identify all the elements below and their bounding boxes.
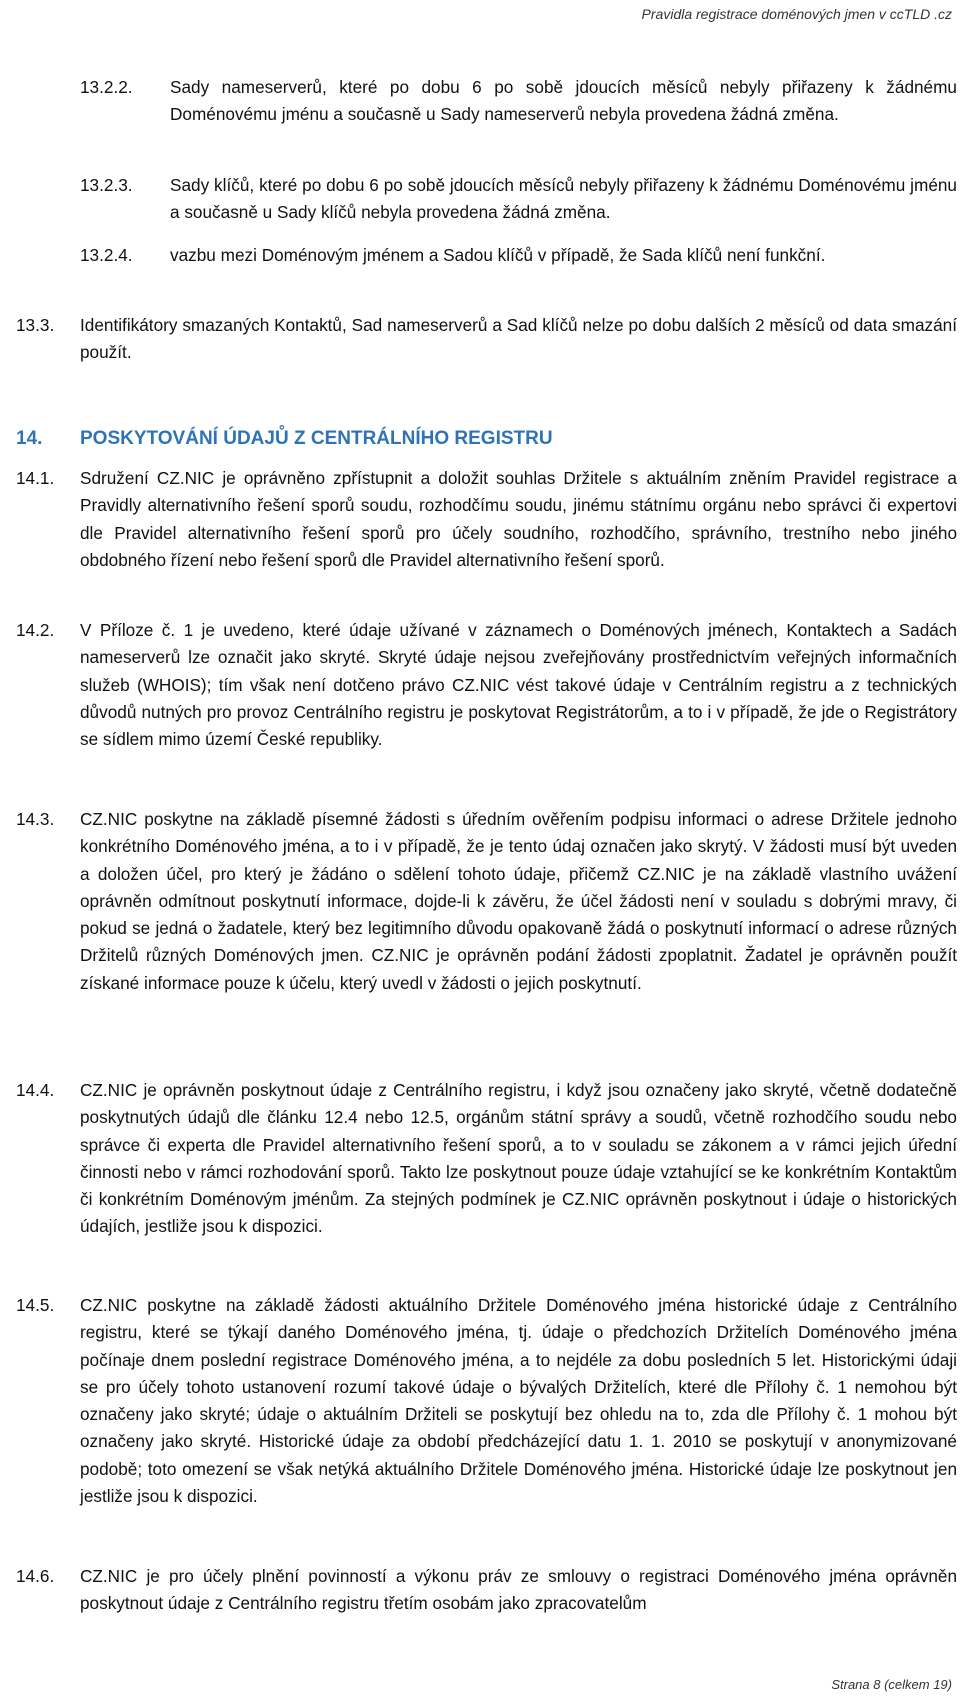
paragraph-number: 13.3.: [16, 315, 55, 335]
paragraph-text: CZ.NIC poskytne na základě písemné žádosti s úředním ověřením podpisu informaci o adrese Držitele jednoho konkrétního Doménového jména, a to i v případě, že je tento údaj označen jako skrytý. V žádosti musí být uveden a doložen účel, pro který je žádáno o sdělení tohoto údaje, přičemž CZ.NIC je na základě vlastního uvážení oprávněn odmítnout poskytnutí informace, dojde-li k závěru, že účel žádosti není v souladu s dobrými mravy, či pokud se jedná o žadatele, který bez legitimního důvodu opakovaně žádá o poskytnutí informací o adrese různých Držitelů různých Doménových jmen. CZ.NIC je oprávněn podání žádosti zpoplatnit. Žadatel je oprávněn použít získané informace pouze k účelu, který uvedl v žádosti o jejich poskytnutí.: [80, 809, 957, 993]
paragraph-number: 13.2.2.: [80, 77, 133, 97]
paragraph-number: 13.2.3.: [80, 175, 133, 195]
paragraph-number: 14.4.: [16, 1080, 55, 1100]
paragraph-number: 14.2.: [16, 620, 55, 640]
paragraph-number: 14.5.: [16, 1295, 55, 1315]
paragraph-number: 14.3.: [16, 809, 55, 829]
paragraph-text: vazbu mezi Doménovým jménem a Sadou klíčů v případě, že Sada klíčů není funkční.: [170, 245, 826, 265]
paragraph-text: CZ.NIC poskytne na základě žádosti aktuálního Držitele Doménového jména historické údaje z Centrálního registru, které se týkají daného Doménového jména, tj. údaje o předchozích Držitelích Doménového jména počínaje dnem poslední registrace Doménového jména, a to nejdéle za dobu posledních 5 let. Historickými údaji se pro účely tohoto ustanovení rozumí takové údaje o bývalých Držitelích, které dle Přílohy č. 1 nemohou být označeny jako skryté; údaje o aktuálním Držiteli se poskytují bez ohledu na to, zda dle Přílohy č. 1 mohou být označeny jako skryté. Historické údaje za období předcházející datu 1. 1. 2010 se poskytují v anonymizované podobě; toto omezení se však netýká aktuálního Držitele Doménového jména. Historické údaje lze poskytnout jen jestliže jsou k dispozici.: [80, 1295, 957, 1507]
paragraph-text: Identifikátory smazaných Kontaktů, Sad nameserverů a Sad klíčů nelze po dobu dalších 2 měsíců od data smazání použít.: [80, 315, 957, 363]
paragraph-text: CZ.NIC je oprávněn poskytnout údaje z Centrálního registru, i když jsou označeny jako skryté, včetně dodatečně poskytnutých údajů dle článku 12.4 nebo 12.5, orgánům státní správy a soudů, včetně rozhodčího soudu nebo správce či experta dle Pravidel alternativního řešení sporů, a to v souladu se zákonem a v rámci jejich úřední činnosti nebo v rámci rozhodování sporů. Takto lze poskytnout pouze údaje vztahující se ke konkrétním Kontaktům či konkrétním Doménovým jménům. Za stejných podmínek je CZ.NIC oprávněn poskytnout i údaje o historických údajích, jestliže jsou k dispozici.: [80, 1080, 957, 1237]
running-header: Pravidla registrace doménových jmen v ccTLD .cz: [641, 6, 952, 22]
paragraph-text: V Příloze č. 1 je uvedeno, které údaje užívané v záznamech o Doménových jménech, Kontaktech a Sadách nameserverů lze označit jako skryté. Skryté údaje nejsou zveřejňovány prostřednictvím veřejných informačních služeb (WHOIS); tím však není dotčeno právo CZ.NIC vést takové údaje v Centrálním registru a z technických důvodů nutných pro provoz Centrálního registru je poskytovat Registrátorům, a to i v případě, že jde o Registrátory se sídlem mimo území České republiky.: [80, 620, 957, 750]
paragraph-text: Sady nameserverů, které po dobu 6 po sobě jdoucích měsíců nebyly přiřazeny k žádnému Doménovému jménu a současně u Sady nameserverů nebyla provedena žádná změna.: [170, 77, 957, 125]
paragraph-number: 14.6.: [16, 1566, 55, 1586]
section-title: POSKYTOVÁNÍ ÚDAJŮ Z CENTRÁLNÍHO REGISTRU: [80, 428, 553, 449]
paragraph-text: CZ.NIC je pro účely plnění povinností a výkonu práv ze smlouvy o registraci Doménového jména oprávněn poskytnout údaje z Centrálního registru třetím osobám jako zpracovatelům: [80, 1566, 957, 1614]
page-number-footer: Strana 8 (celkem 19): [831, 1677, 952, 1692]
paragraph-number: 13.2.4.: [80, 245, 133, 265]
section-number: 14.: [16, 428, 43, 449]
paragraph-number: 14.1.: [16, 468, 55, 488]
paragraph-text: Sdružení CZ.NIC je oprávněno zpřístupnit a doložit souhlas Držitele s aktuálním zněním Pravidel registrace a Pravidly alternativního řešení sporů soudu, rozhodčímu soudu, jinému státnímu orgánu nebo správci či expertovi dle Pravidel alternativního řešení sporů pro účely soudního, rozhodčího, správního, trestního nebo jiného obdobného řízení nebo řešení sporů dle Pravidel alternativního řešení sporů.: [80, 468, 957, 570]
paragraph-text: Sady klíčů, které po dobu 6 po sobě jdoucích měsíců nebyly přiřazeny k žádnému Doménovému jménu a současně u Sady klíčů nebyla provedena žádná změna.: [170, 175, 957, 223]
